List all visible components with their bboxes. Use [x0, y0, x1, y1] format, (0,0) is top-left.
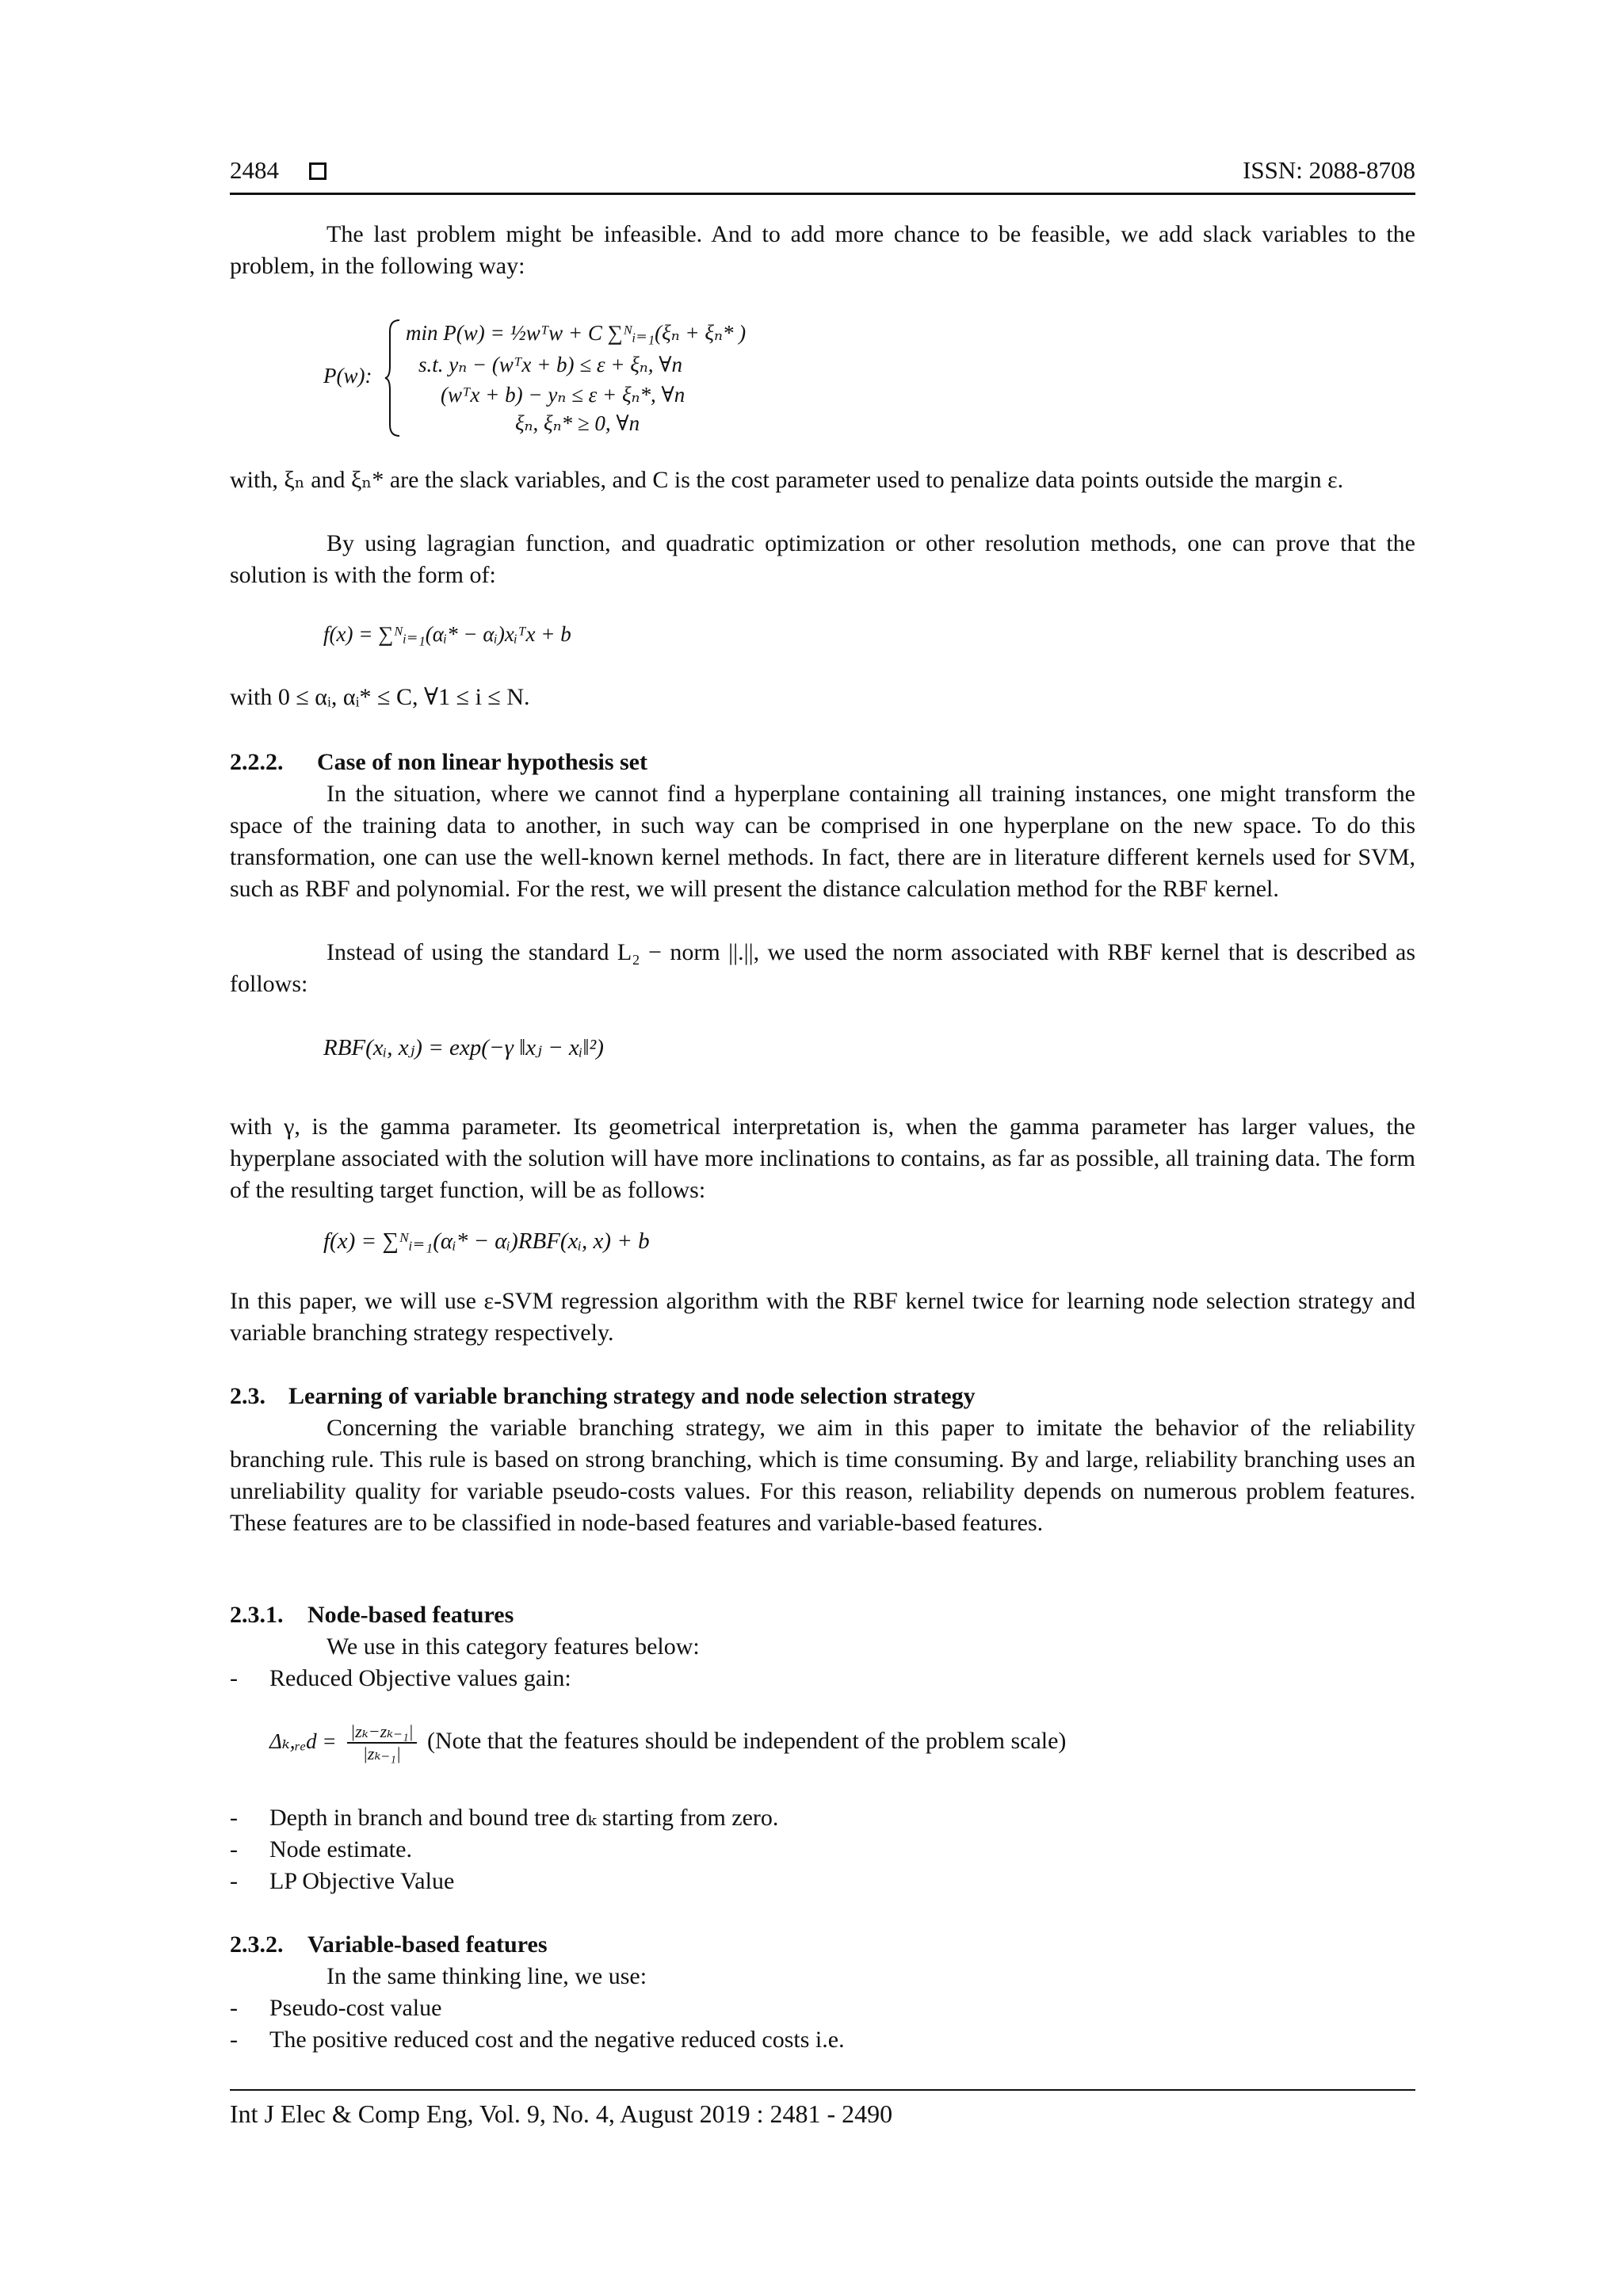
eq-system-line-2: s.t. yₙ − (wᵀx + b) ≤ ε + ξₙ, ∀n: [418, 353, 683, 376]
bullet-dash: -: [230, 2027, 238, 2053]
eq-delta-fraction: [347, 1721, 416, 1764]
list-item: [230, 1802, 778, 1834]
paragraph-kernel-methods: In the situation, where we cannot find a hyperplane containing all training instances, one might transform the space of the training data to another, in such way can be comprised in one hyperplane on the new space. To do this transformation, one can use the well-known kernel methods. In fact, there are in literature different kernels used for SVM, such as RBF and polynomial. For the rest, we will present the distance calculation method for the RBF kernel.: [230, 781, 1415, 902]
section-title: Node-based features: [307, 1602, 514, 1628]
section-heading-2-3-1: [230, 1599, 514, 1631]
section-heading-2-2-2: [230, 747, 647, 778]
section-number: 2.3.2.: [230, 1931, 284, 1958]
eq-solution-rbf: f(x) = ∑ᴺᵢ₌₁(αᵢ* − αᵢ)RBF(xᵢ, x) + b: [323, 1228, 650, 1254]
list-item: [230, 1663, 571, 1694]
list-item-text: Depth in branch and bound tree dₖ starting from zero.: [269, 1805, 779, 1831]
header-rule: [230, 193, 1415, 195]
bullet-dash: -: [230, 1836, 238, 1862]
eq-delta-numerator: |zₖ−zₖ₋₁|: [347, 1721, 416, 1744]
bullet-dash: -: [230, 1665, 238, 1691]
bullet-dash: -: [230, 1805, 238, 1831]
paragraph-slack-intro: The last problem might be infeasible. And to add more chance to be feasible, we add slack variables to the problem, in the following way:: [230, 221, 1415, 279]
eq-delta-lhs: Δₖ,ᵣₑd =: [269, 1729, 337, 1753]
issn: ISSN: 2088-8708: [1243, 156, 1415, 184]
paragraph-lagrangian: By using lagragian function, and quadratic optimization or other resolution methods, one can prove that the solution is with the form of:: [230, 530, 1415, 588]
square-icon: [309, 162, 327, 180]
eq-delta-note: (Note that the features should be independent of the problem scale): [427, 1727, 1067, 1754]
eq-delta-denominator: |zₖ₋₁|: [362, 1744, 401, 1763]
list-item-text: Reduced Objective values gain:: [269, 1665, 571, 1691]
paragraph-branching-strategy: Concerning the variable branching strategy, we aim in this paper to imitate the behavior of the reliability branching rule. This rule is based on strong branching, which is time consuming. By and large, reliability branching uses an unreliability quality for variable pseudo-costs values. For this reason, reliability depends on numerous problem features. These features are to be classified in node-based features and variable-based features.: [230, 1415, 1415, 1536]
section-heading-2-3-2: [230, 1929, 548, 1961]
eq-system-line-1: min P(w) = ½wᵀw + C ∑ᴺᵢ₌₁(ξₙ + ξₙ* ): [406, 321, 747, 345]
list-item: [230, 1834, 412, 1866]
list-item: [230, 1866, 454, 1897]
paragraph-variable-features-intro: In the same thinking line, we use:: [327, 1963, 647, 1989]
section-number: 2.2.2.: [230, 749, 284, 775]
section-title: Learning of variable branching strategy and node selection strategy: [288, 1383, 976, 1409]
footer-citation: Int J Elec & Comp Eng, Vol. 9, No. 4, August 2019 : 2481 - 2490: [230, 2099, 893, 2128]
list-item-text: Node estimate.: [269, 1836, 412, 1862]
paragraph-alpha-bounds: with 0 ≤ αᵢ, αᵢ* ≤ C, ∀1 ≤ i ≤ N.: [230, 684, 530, 710]
eq-system-line-4: ξₙ, ξₙ* ≥ 0, ∀n: [515, 411, 640, 435]
paragraph-slack-variables: with, ξₙ and ξₙ* are the slack variables, and C is the cost parameter used to penalize data points outside the margin ε.: [230, 467, 1344, 493]
section-title: Case of non linear hypothesis set: [317, 749, 647, 775]
eq-system-line-3: (wᵀx + b) − yₙ ≤ ε + ξₙ*, ∀n: [441, 383, 685, 407]
eq-solution-linear: f(x) = ∑ᴺᵢ₌₁(αᵢ* − αᵢ)xᵢᵀx + b: [323, 622, 571, 646]
footer-rule: [230, 2089, 1415, 2091]
list-item: [230, 2024, 845, 2056]
section-heading-2-3: [230, 1381, 976, 1412]
left-brace-icon: [384, 319, 403, 437]
section-number: 2.3.: [230, 1383, 265, 1409]
paragraph-svm-usage: In this paper, we will use ε-SVM regression algorithm with the RBF kernel twice for learning node selection strategy and variable branching strategy respectively.: [230, 1288, 1415, 1346]
list-item-text: Pseudo-cost value: [269, 1995, 442, 2021]
section-number: 2.3.1.: [230, 1602, 284, 1628]
eq-delta: [269, 1721, 1066, 1764]
bullet-dash: -: [230, 1995, 238, 2021]
eq-rbf-kernel: RBF(xᵢ, xⱼ) = exp(−γ ‖xⱼ − xᵢ‖²): [323, 1035, 604, 1060]
paragraph-gamma: with γ, is the gamma parameter. Its geometrical interpretation is, when the gamma parameter has larger values, the hyperplane associated with the solution will have more inclinations to contains, as far as possible, all training data. The form of the resulting target function, will be as follows:: [230, 1114, 1415, 1203]
section-title: Variable-based features: [307, 1931, 548, 1958]
page-number: [230, 155, 327, 186]
paragraph-node-features-intro: We use in this category features below:: [327, 1633, 700, 1660]
page-number-text: 2484: [230, 156, 279, 184]
eq-system-label: P(w):: [323, 364, 372, 388]
list-item-text: The positive reduced cost and the negative reduced costs i.e.: [269, 2027, 845, 2053]
bullet-dash: -: [230, 1868, 238, 1894]
list-item: [230, 1992, 441, 2024]
list-item-text: LP Objective Value: [269, 1868, 455, 1894]
paragraph-rbf-norm: Instead of using the standard L₂ − norm ||.||, we used the norm associated with RBF kernel that is described as follows:: [230, 939, 1415, 997]
